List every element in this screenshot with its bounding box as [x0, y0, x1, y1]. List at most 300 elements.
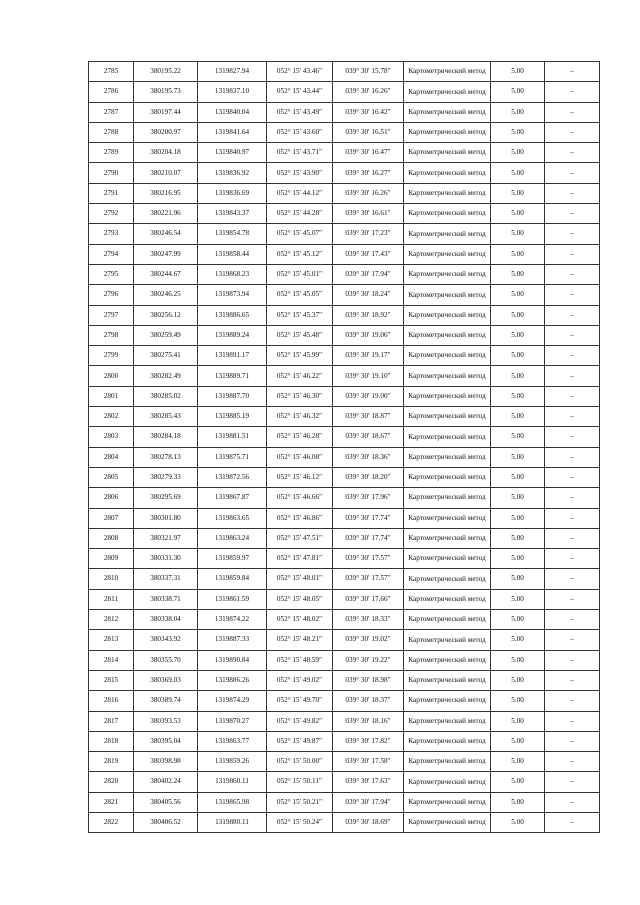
method-cell: Картометрический метод [404, 163, 491, 183]
note-cell: – [545, 122, 600, 142]
x-coordinate-cell: 380369.03 [134, 670, 198, 690]
point-number-cell: 2820 [89, 772, 134, 792]
x-coordinate-cell: 380278.13 [134, 447, 198, 467]
point-number-cell: 2817 [89, 711, 134, 731]
point-number-cell: 2803 [89, 427, 134, 447]
latitude-cell: 052° 15′ 50.24″ [267, 812, 333, 832]
note-cell: – [545, 731, 600, 751]
latitude-cell: 052° 15′ 44.12″ [267, 183, 333, 203]
x-coordinate-cell: 380200.97 [134, 122, 198, 142]
y-coordinate-cell: 1319886.26 [198, 670, 267, 690]
x-coordinate-cell: 380301.80 [134, 508, 198, 528]
latitude-cell: 052° 15′ 50.21″ [267, 792, 333, 812]
x-coordinate-cell: 380355.70 [134, 650, 198, 670]
longitude-cell: 039° 30′ 17.57″ [333, 549, 404, 569]
x-coordinate-cell: 380285.02 [134, 386, 198, 406]
longitude-cell: 039° 30′ 17.66″ [333, 589, 404, 609]
longitude-cell: 039° 30′ 19.06″ [333, 325, 404, 345]
precision-cell: 5.00 [491, 325, 545, 345]
latitude-cell: 052° 15′ 45.01″ [267, 264, 333, 284]
x-coordinate-cell: 380197.44 [134, 102, 198, 122]
y-coordinate-cell: 1319859.26 [198, 752, 267, 772]
note-cell: – [545, 325, 600, 345]
x-coordinate-cell: 380275.41 [134, 346, 198, 366]
table-row [89, 183, 600, 203]
latitude-cell: 052° 15′ 50.11″ [267, 772, 333, 792]
precision-cell: 5.00 [491, 224, 545, 244]
latitude-cell: 052° 15′ 45.07″ [267, 224, 333, 244]
point-number-cell: 2789 [89, 143, 134, 163]
precision-cell: 5.00 [491, 488, 545, 508]
note-cell: – [545, 102, 600, 122]
y-coordinate-cell: 1319860.11 [198, 772, 267, 792]
x-coordinate-cell: 380295.69 [134, 488, 198, 508]
precision-cell: 5.00 [491, 812, 545, 832]
table-row [89, 163, 600, 183]
y-coordinate-cell: 1319874.22 [198, 610, 267, 630]
latitude-cell: 052° 15′ 49.82″ [267, 711, 333, 731]
x-coordinate-cell: 380284.18 [134, 427, 198, 447]
precision-cell: 5.00 [491, 772, 545, 792]
latitude-cell: 052° 15′ 48.21″ [267, 630, 333, 650]
longitude-cell: 039° 30′ 16.27″ [333, 163, 404, 183]
note-cell: – [545, 589, 600, 609]
x-coordinate-cell: 380210.07 [134, 163, 198, 183]
precision-cell: 5.00 [491, 183, 545, 203]
precision-cell: 5.00 [491, 670, 545, 690]
y-coordinate-cell: 1319880.11 [198, 812, 267, 832]
method-cell: Картометрический метод [404, 691, 491, 711]
table-row [89, 589, 600, 609]
precision-cell: 5.00 [491, 122, 545, 142]
longitude-cell: 039° 30′ 16.47″ [333, 143, 404, 163]
note-cell: – [545, 386, 600, 406]
table-row [89, 366, 600, 386]
precision-cell: 5.00 [491, 650, 545, 670]
y-coordinate-cell: 1319840.04 [198, 102, 267, 122]
table-row [89, 62, 600, 82]
note-cell: – [545, 792, 600, 812]
latitude-cell: 052° 15′ 45.37″ [267, 305, 333, 325]
note-cell: – [545, 264, 600, 284]
y-coordinate-cell: 1319873.94 [198, 285, 267, 305]
longitude-cell: 039° 30′ 18.92″ [333, 305, 404, 325]
x-coordinate-cell: 380343.92 [134, 630, 198, 650]
method-cell: Картометрический метод [404, 467, 491, 487]
longitude-cell: 039° 30′ 16.61″ [333, 204, 404, 224]
precision-cell: 5.00 [491, 244, 545, 264]
precision-cell: 5.00 [491, 569, 545, 589]
latitude-cell: 052° 15′ 43.90″ [267, 163, 333, 183]
table-row [89, 792, 600, 812]
table-row [89, 752, 600, 772]
note-cell: – [545, 366, 600, 386]
longitude-cell: 039° 30′ 16.26″ [333, 82, 404, 102]
x-coordinate-cell: 380216.95 [134, 183, 198, 203]
point-number-cell: 2807 [89, 508, 134, 528]
latitude-cell: 052° 15′ 43.60″ [267, 122, 333, 142]
method-cell: Картометрический метод [404, 143, 491, 163]
longitude-cell: 039° 30′ 17.94″ [333, 264, 404, 284]
longitude-cell: 039° 30′ 18.20″ [333, 467, 404, 487]
latitude-cell: 052° 15′ 50.00″ [267, 752, 333, 772]
note-cell: – [545, 163, 600, 183]
table-row [89, 528, 600, 548]
table-row [89, 731, 600, 751]
longitude-cell: 039° 30′ 18.69″ [333, 812, 404, 832]
latitude-cell: 052° 15′ 46.22″ [267, 366, 333, 386]
longitude-cell: 039° 30′ 17.96″ [333, 488, 404, 508]
y-coordinate-cell: 1319837.10 [198, 82, 267, 102]
note-cell: – [545, 204, 600, 224]
y-coordinate-cell: 1319889.24 [198, 325, 267, 345]
longitude-cell: 039° 30′ 18.16″ [333, 711, 404, 731]
method-cell: Картометрический метод [404, 102, 491, 122]
note-cell: – [545, 670, 600, 690]
y-coordinate-cell: 1319827.94 [198, 62, 267, 82]
precision-cell: 5.00 [491, 792, 545, 812]
table-row [89, 204, 600, 224]
table-row [89, 488, 600, 508]
latitude-cell: 052° 15′ 45.12″ [267, 244, 333, 264]
precision-cell: 5.00 [491, 386, 545, 406]
longitude-cell: 039° 30′ 19.10″ [333, 366, 404, 386]
x-coordinate-cell: 380285.43 [134, 407, 198, 427]
precision-cell: 5.00 [491, 427, 545, 447]
point-number-cell: 2806 [89, 488, 134, 508]
y-coordinate-cell: 1319859.97 [198, 549, 267, 569]
table-row [89, 264, 600, 284]
table-row [89, 305, 600, 325]
longitude-cell: 039° 30′ 16.42″ [333, 102, 404, 122]
method-cell: Картометрический метод [404, 447, 491, 467]
latitude-cell: 052° 15′ 48.01″ [267, 569, 333, 589]
x-coordinate-cell: 380331.30 [134, 549, 198, 569]
precision-cell: 5.00 [491, 82, 545, 102]
precision-cell: 5.00 [491, 508, 545, 528]
note-cell: – [545, 82, 600, 102]
latitude-cell: 052° 15′ 44.28″ [267, 204, 333, 224]
table-row [89, 610, 600, 630]
y-coordinate-cell: 1319863.24 [198, 528, 267, 548]
precision-cell: 5.00 [491, 610, 545, 630]
longitude-cell: 039° 30′ 19.00″ [333, 386, 404, 406]
method-cell: Картометрический метод [404, 670, 491, 690]
latitude-cell: 052° 15′ 48.05″ [267, 589, 333, 609]
note-cell: – [545, 244, 600, 264]
longitude-cell: 039° 30′ 17.43″ [333, 244, 404, 264]
x-coordinate-cell: 380338.71 [134, 589, 198, 609]
method-cell: Картометрический метод [404, 731, 491, 751]
point-number-cell: 2793 [89, 224, 134, 244]
y-coordinate-cell: 1319881.51 [198, 427, 267, 447]
note-cell: – [545, 691, 600, 711]
y-coordinate-cell: 1319890.84 [198, 650, 267, 670]
y-coordinate-cell: 1319836.69 [198, 183, 267, 203]
x-coordinate-cell: 380406.52 [134, 812, 198, 832]
note-cell: – [545, 143, 600, 163]
latitude-cell: 052° 15′ 45.99″ [267, 346, 333, 366]
method-cell: Картометрический метод [404, 407, 491, 427]
note-cell: – [545, 467, 600, 487]
point-number-cell: 2785 [89, 62, 134, 82]
table-row [89, 386, 600, 406]
method-cell: Картометрический метод [404, 610, 491, 630]
method-cell: Картометрический метод [404, 62, 491, 82]
y-coordinate-cell: 1319854.78 [198, 224, 267, 244]
point-number-cell: 2816 [89, 691, 134, 711]
longitude-cell: 039° 30′ 18.36″ [333, 447, 404, 467]
y-coordinate-cell: 1319885.19 [198, 407, 267, 427]
y-coordinate-cell: 1319891.17 [198, 346, 267, 366]
precision-cell: 5.00 [491, 691, 545, 711]
y-coordinate-cell: 1319859.84 [198, 569, 267, 589]
latitude-cell: 052° 15′ 49.02″ [267, 670, 333, 690]
table-row [89, 691, 600, 711]
point-number-cell: 2810 [89, 569, 134, 589]
precision-cell: 5.00 [491, 630, 545, 650]
point-number-cell: 2808 [89, 528, 134, 548]
x-coordinate-cell: 380321.97 [134, 528, 198, 548]
x-coordinate-cell: 380389.74 [134, 691, 198, 711]
precision-cell: 5.00 [491, 731, 545, 751]
point-number-cell: 2791 [89, 183, 134, 203]
y-coordinate-cell: 1319858.44 [198, 244, 267, 264]
latitude-cell: 052° 15′ 49.87″ [267, 731, 333, 751]
method-cell: Картометрический метод [404, 792, 491, 812]
table-row [89, 82, 600, 102]
table-row [89, 569, 600, 589]
x-coordinate-cell: 380195.73 [134, 82, 198, 102]
x-coordinate-cell: 380204.18 [134, 143, 198, 163]
point-number-cell: 2821 [89, 792, 134, 812]
longitude-cell: 039° 30′ 18.87″ [333, 407, 404, 427]
method-cell: Картометрический метод [404, 630, 491, 650]
x-coordinate-cell: 380195.22 [134, 62, 198, 82]
latitude-cell: 052° 15′ 46.12″ [267, 467, 333, 487]
precision-cell: 5.00 [491, 447, 545, 467]
latitude-cell: 052° 15′ 48.02″ [267, 610, 333, 630]
y-coordinate-cell: 1319867.87 [198, 488, 267, 508]
point-number-cell: 2800 [89, 366, 134, 386]
table-row [89, 711, 600, 731]
point-number-cell: 2798 [89, 325, 134, 345]
note-cell: – [545, 427, 600, 447]
note-cell: – [545, 569, 600, 589]
precision-cell: 5.00 [491, 549, 545, 569]
y-coordinate-cell: 1319889.71 [198, 366, 267, 386]
latitude-cell: 052° 15′ 46.28″ [267, 427, 333, 447]
x-coordinate-cell: 380246.25 [134, 285, 198, 305]
y-coordinate-cell: 1319875.71 [198, 447, 267, 467]
y-coordinate-cell: 1319872.56 [198, 467, 267, 487]
method-cell: Картометрический метод [404, 549, 491, 569]
x-coordinate-cell: 380279.33 [134, 467, 198, 487]
longitude-cell: 039° 30′ 18.37″ [333, 691, 404, 711]
point-number-cell: 2802 [89, 407, 134, 427]
x-coordinate-cell: 380338.04 [134, 610, 198, 630]
note-cell: – [545, 610, 600, 630]
x-coordinate-cell: 380398.98 [134, 752, 198, 772]
table-row [89, 244, 600, 264]
precision-cell: 5.00 [491, 102, 545, 122]
table-row [89, 508, 600, 528]
note-cell: – [545, 488, 600, 508]
method-cell: Картометрический метод [404, 772, 491, 792]
table-row [89, 143, 600, 163]
method-cell: Картометрический метод [404, 82, 491, 102]
x-coordinate-cell: 380395.04 [134, 731, 198, 751]
point-number-cell: 2811 [89, 589, 134, 609]
y-coordinate-cell: 1319863.77 [198, 731, 267, 751]
point-number-cell: 2818 [89, 731, 134, 751]
y-coordinate-cell: 1319887.70 [198, 386, 267, 406]
table-row [89, 407, 600, 427]
x-coordinate-cell: 380393.53 [134, 711, 198, 731]
method-cell: Картометрический метод [404, 264, 491, 284]
table-row [89, 102, 600, 122]
y-coordinate-cell: 1319870.27 [198, 711, 267, 731]
note-cell: – [545, 772, 600, 792]
method-cell: Картометрический метод [404, 528, 491, 548]
note-cell: – [545, 447, 600, 467]
precision-cell: 5.00 [491, 204, 545, 224]
method-cell: Картометрический метод [404, 386, 491, 406]
table-row [89, 549, 600, 569]
point-number-cell: 2794 [89, 244, 134, 264]
point-number-cell: 2801 [89, 386, 134, 406]
latitude-cell: 052° 15′ 48.59″ [267, 650, 333, 670]
x-coordinate-cell: 380256.12 [134, 305, 198, 325]
note-cell: – [545, 812, 600, 832]
note-cell: – [545, 346, 600, 366]
method-cell: Картометрический метод [404, 346, 491, 366]
note-cell: – [545, 407, 600, 427]
table-row [89, 650, 600, 670]
point-number-cell: 2809 [89, 549, 134, 569]
latitude-cell: 052° 15′ 46.86″ [267, 508, 333, 528]
table-row [89, 812, 600, 832]
method-cell: Картометрический метод [404, 812, 491, 832]
latitude-cell: 052° 15′ 43.46″ [267, 62, 333, 82]
y-coordinate-cell: 1319886.65 [198, 305, 267, 325]
method-cell: Картометрический метод [404, 427, 491, 447]
point-number-cell: 2813 [89, 630, 134, 650]
latitude-cell: 052° 15′ 47.81″ [267, 549, 333, 569]
coordinates-table [88, 61, 600, 833]
table-row [89, 346, 600, 366]
longitude-cell: 039° 30′ 19.02″ [333, 630, 404, 650]
x-coordinate-cell: 380282.49 [134, 366, 198, 386]
method-cell: Картометрический метод [404, 285, 491, 305]
table-row [89, 427, 600, 447]
x-coordinate-cell: 380246.54 [134, 224, 198, 244]
x-coordinate-cell: 380221.96 [134, 204, 198, 224]
longitude-cell: 039° 30′ 17.74″ [333, 508, 404, 528]
method-cell: Картометрический метод [404, 569, 491, 589]
precision-cell: 5.00 [491, 143, 545, 163]
point-number-cell: 2822 [89, 812, 134, 832]
y-coordinate-cell: 1319865.98 [198, 792, 267, 812]
longitude-cell: 039° 30′ 19.22″ [333, 650, 404, 670]
method-cell: Картометрический метод [404, 711, 491, 731]
method-cell: Картометрический метод [404, 325, 491, 345]
table-row [89, 630, 600, 650]
x-coordinate-cell: 380402.24 [134, 772, 198, 792]
method-cell: Картометрический метод [404, 589, 491, 609]
method-cell: Картометрический метод [404, 305, 491, 325]
method-cell: Картометрический метод [404, 650, 491, 670]
table-row [89, 447, 600, 467]
coordinates-table-body [89, 62, 600, 833]
longitude-cell: 039° 30′ 18.33″ [333, 610, 404, 630]
point-number-cell: 2788 [89, 122, 134, 142]
table-row [89, 772, 600, 792]
point-number-cell: 2790 [89, 163, 134, 183]
y-coordinate-cell: 1319841.64 [198, 122, 267, 142]
note-cell: – [545, 549, 600, 569]
point-number-cell: 2804 [89, 447, 134, 467]
precision-cell: 5.00 [491, 346, 545, 366]
table-row [89, 122, 600, 142]
method-cell: Картометрический метод [404, 183, 491, 203]
latitude-cell: 052° 15′ 46.66″ [267, 488, 333, 508]
longitude-cell: 039° 30′ 17.63″ [333, 772, 404, 792]
x-coordinate-cell: 380247.99 [134, 244, 198, 264]
y-coordinate-cell: 1319874.29 [198, 691, 267, 711]
precision-cell: 5.00 [491, 264, 545, 284]
y-coordinate-cell: 1319863.65 [198, 508, 267, 528]
longitude-cell: 039° 30′ 19.17″ [333, 346, 404, 366]
latitude-cell: 052° 15′ 49.70″ [267, 691, 333, 711]
note-cell: – [545, 224, 600, 244]
point-number-cell: 2819 [89, 752, 134, 772]
latitude-cell: 052° 15′ 46.30″ [267, 386, 333, 406]
table-row [89, 467, 600, 487]
y-coordinate-cell: 1319843.37 [198, 204, 267, 224]
latitude-cell: 052° 15′ 46.32″ [267, 407, 333, 427]
precision-cell: 5.00 [491, 711, 545, 731]
method-cell: Картометрический метод [404, 752, 491, 772]
longitude-cell: 039° 30′ 16.26″ [333, 183, 404, 203]
longitude-cell: 039° 30′ 17.57″ [333, 569, 404, 589]
point-number-cell: 2786 [89, 82, 134, 102]
point-number-cell: 2805 [89, 467, 134, 487]
point-number-cell: 2799 [89, 346, 134, 366]
y-coordinate-cell: 1319861.59 [198, 589, 267, 609]
point-number-cell: 2815 [89, 670, 134, 690]
latitude-cell: 052° 15′ 43.71″ [267, 143, 333, 163]
note-cell: – [545, 508, 600, 528]
note-cell: – [545, 752, 600, 772]
method-cell: Картометрический метод [404, 122, 491, 142]
point-number-cell: 2797 [89, 305, 134, 325]
y-coordinate-cell: 1319887.33 [198, 630, 267, 650]
y-coordinate-cell: 1319836.92 [198, 163, 267, 183]
longitude-cell: 039° 30′ 17.82″ [333, 731, 404, 751]
method-cell: Картометрический метод [404, 488, 491, 508]
precision-cell: 5.00 [491, 366, 545, 386]
longitude-cell: 039° 30′ 18.67″ [333, 427, 404, 447]
precision-cell: 5.00 [491, 285, 545, 305]
longitude-cell: 039° 30′ 16.51″ [333, 122, 404, 142]
point-number-cell: 2795 [89, 264, 134, 284]
longitude-cell: 039° 30′ 17.74″ [333, 528, 404, 548]
longitude-cell: 039° 30′ 15.78″ [333, 62, 404, 82]
note-cell: – [545, 62, 600, 82]
x-coordinate-cell: 380337.31 [134, 569, 198, 589]
note-cell: – [545, 285, 600, 305]
